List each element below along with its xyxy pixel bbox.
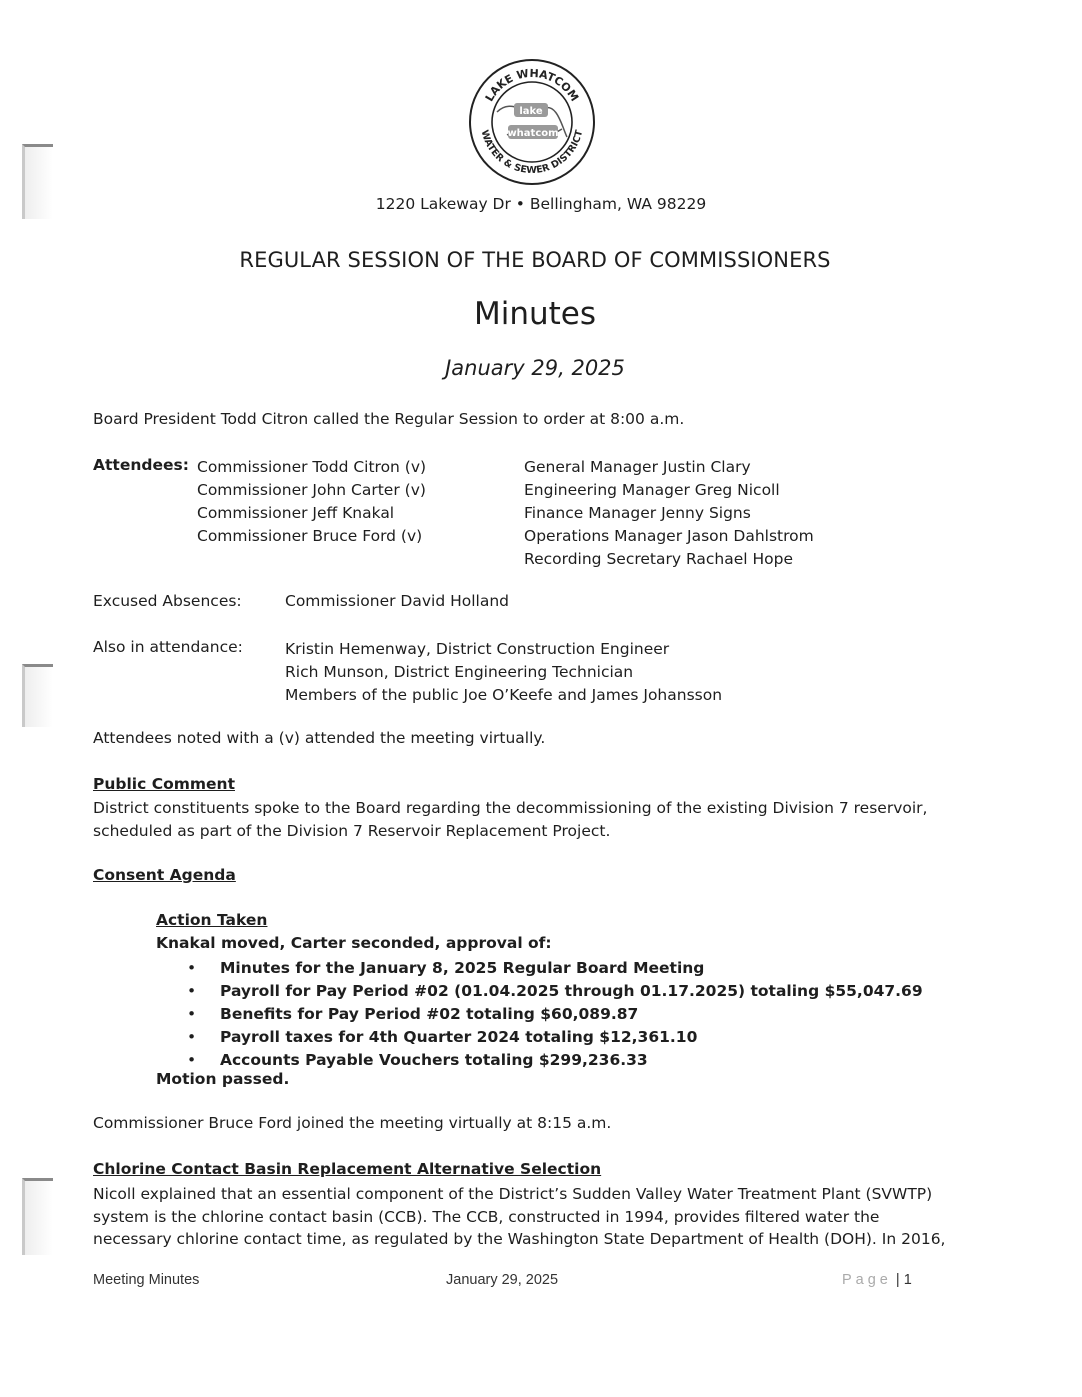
public-comment-text — [93, 797, 927, 842]
logo-word-lake: lake — [519, 106, 543, 117]
also-attendance-list — [285, 638, 722, 707]
list-item: • Benefits for Pay Period #02 totaling $60,089.87 — [187, 1003, 923, 1026]
motion-text: Knakal moved, Carter seconded, approval of: — [156, 934, 552, 952]
page-number: 1 — [903, 1272, 912, 1288]
list-item: Engineering Manager Greg Nicoll — [524, 481, 780, 499]
list-item: • Payroll for Pay Period #02 (01.04.2025 through 01.17.2025) totaling $55,047.69 — [187, 980, 923, 1003]
paragraph-line: District constituents spoke to the Board regarding the decommissioning of the existing Division 7 reservoir, — [93, 799, 928, 817]
motion-result: Motion passed. — [156, 1070, 290, 1088]
list-item: • Minutes for the January 8, 2025 Regular Board Meeting — [187, 957, 923, 980]
list-item: Operations Manager Jason Dahlstrom — [524, 527, 814, 545]
page-separator: | — [895, 1272, 900, 1288]
list-item: General Manager Justin Clary — [524, 458, 751, 476]
district-address: 1220 Lakeway Dr • Bellingham, WA 98229 — [375, 195, 707, 213]
list-item: • Accounts Payable Vouchers totaling $299,236.33 — [187, 1049, 923, 1072]
list-item: Finance Manager Jenny Signs — [524, 504, 751, 522]
paragraph-line: system is the chlorine contact basin (CCB). The CCB, constructed in 1994, provides filtered water the — [93, 1207, 880, 1226]
footer-page — [842, 1272, 912, 1288]
binder-mark — [22, 1178, 53, 1255]
paragraph-line: scheduled as part of the Division 7 Reservoir Replacement Project. — [93, 821, 611, 840]
staff-list — [524, 456, 814, 571]
chlorine-basin-heading: Chlorine Contact Basin Replacement Alternative Selection — [93, 1160, 602, 1178]
action-taken-heading: Action Taken — [156, 911, 268, 929]
list-item: Rich Munson, District Engineering Technician — [285, 663, 634, 681]
chlorine-basin-text — [93, 1183, 945, 1251]
call-to-order-text: Board President Todd Citron called the Regular Session to order at 8:00 a.m. — [93, 410, 685, 428]
paragraph-line: necessary chlorine contact time, as regulated by the Washington State Department of Health (DOH). In 2016, — [93, 1230, 946, 1248]
public-comment-heading: Public Comment — [93, 775, 235, 793]
commissioner-list — [197, 456, 426, 548]
list-item: Members of the public Joe O’Keefe and James Johansson — [285, 686, 723, 704]
list-item: Commissioner Bruce Ford (v) — [197, 527, 423, 545]
list-item: Kristin Hemenway, District Construction Engineer — [285, 640, 670, 658]
list-item: Commissioner Jeff Knakal — [197, 504, 395, 522]
logo-arc-top: LAKE WHATCOM — [482, 66, 582, 104]
binder-mark — [22, 664, 53, 727]
svg-text:LAKE WHATCOM — [483, 67, 581, 104]
paragraph-line: Nicoll explained that an essential component of the District’s Sudden Valley Water Treatment Plant (SVWTP) — [93, 1185, 933, 1203]
list-item: Recording Secretary Rachael Hope — [524, 550, 794, 568]
virtual-attendance-note: Attendees noted with a (v) attended the meeting virtually. — [93, 729, 546, 747]
consent-agenda-heading: Consent Agenda — [93, 866, 236, 884]
logo-word-whatcom: whatcom — [507, 128, 559, 139]
also-attendance-label: Also in attendance: — [93, 638, 243, 656]
document-date: January 29, 2025 — [445, 356, 625, 380]
list-item: • Payroll taxes for 4th Quarter 2024 totaling $12,361.10 — [187, 1026, 923, 1049]
footer-left: Meeting Minutes — [93, 1272, 200, 1288]
attendees-label: Attendees: — [93, 456, 189, 474]
list-item: Commissioner Todd Citron (v) — [197, 458, 427, 476]
footer-date: January 29, 2025 — [446, 1272, 559, 1288]
session-title: REGULAR SESSION OF THE BOARD OF COMMISSIONERS — [239, 248, 831, 272]
list-item: Commissioner John Carter (v) — [197, 481, 426, 499]
ford-joined-note: Commissioner Bruce Ford joined the meeting virtually at 8:15 a.m. — [93, 1114, 612, 1132]
district-logo — [467, 57, 597, 187]
excused-absences-label: Excused Absences: — [93, 592, 242, 610]
excused-absences-value: Commissioner David Holland — [285, 592, 510, 610]
logo-arc-bottom: WATER & SEWER DISTRICT — [478, 128, 586, 177]
page-word: Page — [842, 1272, 892, 1288]
document-title: Minutes — [473, 296, 597, 332]
approval-list — [187, 957, 923, 1072]
